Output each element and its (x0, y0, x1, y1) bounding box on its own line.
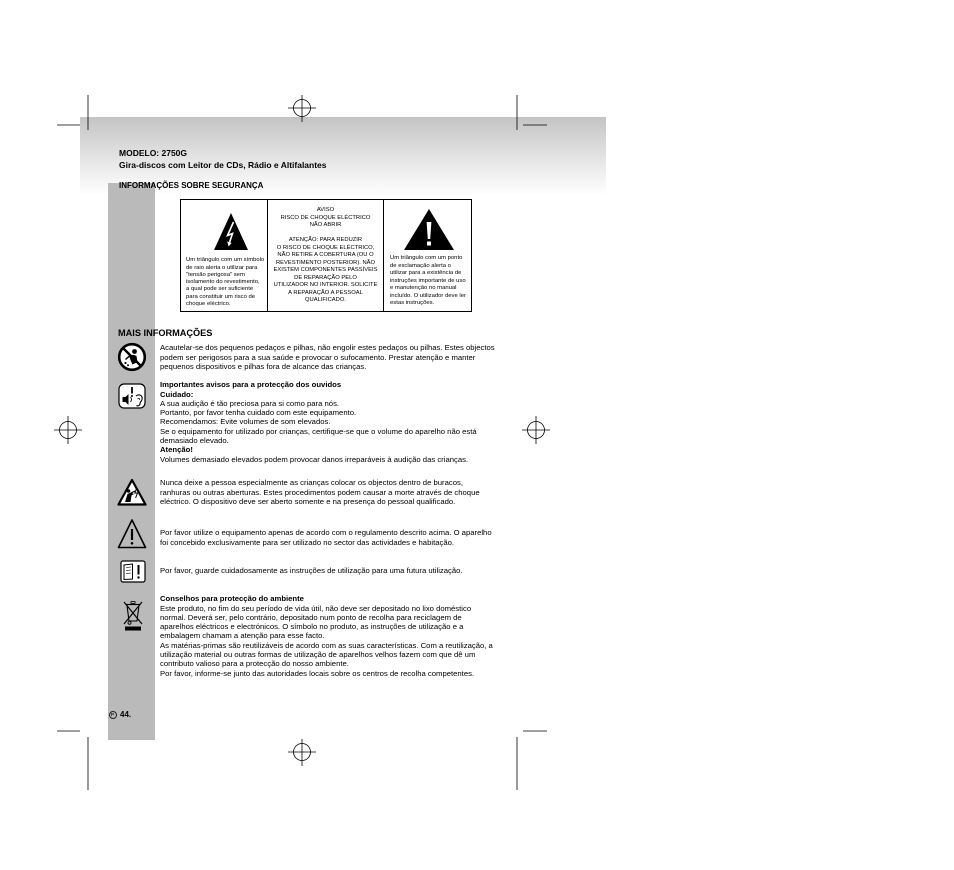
text-line: foi concebido exclusivamente para ser utilizado no sector das actividades e habitação. (160, 537, 455, 547)
text-line: de exclamação alerta o (390, 262, 451, 269)
registration-mark (60, 422, 77, 439)
text-line: REVESTIMENTO POSTERIOR). NÃO (275, 259, 376, 266)
environment-text (160, 594, 493, 678)
text-line: Nunca deixe a pessoa especialmente as crianças colocar os objectos dentro de buracos, (160, 478, 463, 488)
electric-shock-warning-shape (119, 480, 146, 505)
model-title: MODELO: 2750G (119, 147, 188, 158)
text-line: embalagem chamam a atenção para esse facto. (160, 631, 325, 641)
page-number: 44. (120, 710, 132, 719)
text-line: Portanto, por favor tenha cuidado com este equipamento. (160, 408, 357, 418)
attention-label: Atenção! (160, 445, 193, 455)
text-line: DE REPARAÇÃO PELO (294, 274, 357, 281)
text-line: contributo valioso para a protecção do nosso ambiente. (160, 659, 349, 669)
text-line: UTILIZADOR NO INTERIOR. SOLICITE (273, 282, 378, 289)
text-line: NÃO ABRIR (309, 222, 342, 229)
intended-use-text (160, 528, 492, 547)
lightning-triangle-shape (214, 213, 248, 250)
safety-column-middle (267, 200, 384, 311)
text-line: instruções importante de uso (390, 277, 466, 284)
exclamation-triangle-icon (403, 208, 455, 251)
text-line: Um triângulo com um ponto (390, 255, 463, 262)
safety-warning-box (180, 199, 472, 312)
environment-title: Conselhos para protecção do ambiente (160, 594, 304, 604)
registration-mark (528, 422, 545, 439)
text-line: normal. Deverá ser, pelo contrário, depositado num ponto de recolha para reciclagem de (160, 612, 462, 622)
text-line: "tensão perigosa" sem (186, 271, 245, 278)
text-line: O RISCO DE CHOQUE ELÉCTRICO, (276, 244, 375, 251)
text-line: ranhuras ou outras aberturas. Estes procedimentos podem causar a morte através de choque (160, 487, 480, 497)
caution-triangle-icon (117, 518, 147, 549)
no-small-parts-icon (117, 342, 147, 372)
text-line: ATENÇÃO: PARA REDUZIR (288, 237, 363, 244)
text-line: utilizar para a existência de (390, 270, 462, 277)
shock-warning-text (268, 207, 383, 230)
keep-instructions-text (160, 566, 463, 575)
shock-attention-text (268, 237, 383, 305)
text-line: A sua audição é tão preciosa para si como para nós. (160, 398, 340, 408)
text-line: para constituir um risco de (186, 293, 256, 300)
electric-shock-warning-icon (117, 478, 147, 506)
exclamation-explanation (390, 255, 466, 308)
lightning-triangle-icon (213, 212, 249, 251)
caution-label: Cuidado: (160, 389, 194, 399)
exclamation-triangle-shape (404, 209, 454, 250)
language-badge: P (109, 711, 117, 719)
text-line: e manutenção no manual (390, 285, 457, 292)
safety-heading: INFORMAÇÕES SOBRE SEGURANÇA (119, 181, 264, 190)
text-line: Recomendamos: Evite volumes de som elevados. (160, 417, 331, 427)
hearing-warning-shape (119, 384, 145, 408)
attention-text (160, 455, 477, 464)
text-line: aparelhos eléctricos e electrónicos. O símbolo no produto, as instruções de utilização e a (160, 622, 464, 632)
text-line: eléctrico. O dispositivo deve ser aberto somente e na presença do pessoal qualificado. (160, 496, 456, 506)
caution-triangle-shape (119, 520, 146, 548)
text-line: RISCO DE CHOQUE ELÉCTRICO (280, 214, 371, 221)
hearing-warning-title: Importantes avisos para a protecção dos ouvidos (160, 380, 342, 390)
registration-mark (294, 100, 311, 117)
text-line: QUALIFICADO. (305, 297, 346, 304)
text-line: AVISO (316, 207, 335, 214)
instruction-manual-icon (120, 560, 146, 583)
text-line: Acautelar-se dos pequenos pedaços e pilhas, não engolir estes pedaços ou pilhas. Estes objectos (160, 343, 495, 353)
text-line: utilização material ou outras formas de utilização de aparelhos velhos fazem com que dê um (160, 650, 476, 660)
safety-column-right (384, 200, 471, 311)
lightning-explanation (186, 257, 264, 308)
text-line: a qual pode ser suficiente (186, 286, 254, 293)
crossed-bin-icon (121, 597, 145, 633)
hearing-warning-text (160, 380, 477, 464)
text-line: podem ser perigosos para a sua saúde e provocar o sufocamento. Prestar atenção e manter (160, 352, 476, 362)
text-line: Se o equipamento for utilizado por crianças, certifique-se que o volume do aparelho não está (160, 426, 477, 436)
small-parts-warning-text (160, 343, 495, 371)
text-line: de raio alerta o utilizar para (186, 264, 258, 271)
text-line: choque eléctrico. (186, 300, 231, 307)
text-line: Por favor, guarde cuidadosamente as instruções de utilização para uma futura utilização. (160, 566, 463, 576)
text-line: As matérias-primas são reutilizáveis de acordo com as suas características. Com a reutilização, a (160, 640, 493, 650)
text-line: isolamento do revestimento, (186, 279, 260, 286)
no-small-parts-shape (119, 344, 145, 370)
text-line: EXISTEM COMPONENTES PASSÍVEIS (273, 267, 378, 274)
caution-text (160, 399, 477, 445)
hearing-warning-icon (118, 383, 146, 409)
electric-shock-warning-text (160, 478, 480, 506)
text-line: Volumes demasiado elevados podem provocar danos irreparáveis à audição das crianças. (160, 454, 469, 464)
crossed-bin-shape (124, 602, 142, 631)
text-line: Um triângulo com um símbolo (186, 257, 265, 264)
more-info-heading: MAIS INFORMAÇÕES (118, 327, 213, 338)
text-line: Por favor, informe-se junto das autoridades locais sobre os centros de recolha competentes. (160, 668, 475, 678)
product-title: Gira-discos com Leitor de CDs, Rádio e Altifalantes (119, 159, 327, 170)
text-line: pequenos dispositivos e pilhas fora de alcance das crianças. (160, 361, 367, 371)
environment-body (160, 604, 493, 678)
text-line: NÃO RETIRE A COBERTURA (OU O (277, 252, 374, 259)
safety-column-left (181, 200, 267, 311)
registration-mark (294, 744, 311, 761)
text-line: estas instruções. (390, 300, 435, 307)
text-line: Por favor utilize o equipamento apenas de acordo com o regulamento descrito acima. O aparelho (160, 528, 492, 538)
text-line: demasiado elevado. (160, 436, 229, 446)
page-sidebar (108, 183, 155, 740)
text-line: A REPARAÇÃO A PESSOAL (288, 289, 363, 296)
text-line: Este produto, no fim do seu período de vida útil, não deve ser depositado no lixo doméstico (160, 603, 472, 613)
text-line: incluído. O utilizador deve ler (390, 292, 466, 299)
instruction-manual-shape (121, 561, 145, 582)
